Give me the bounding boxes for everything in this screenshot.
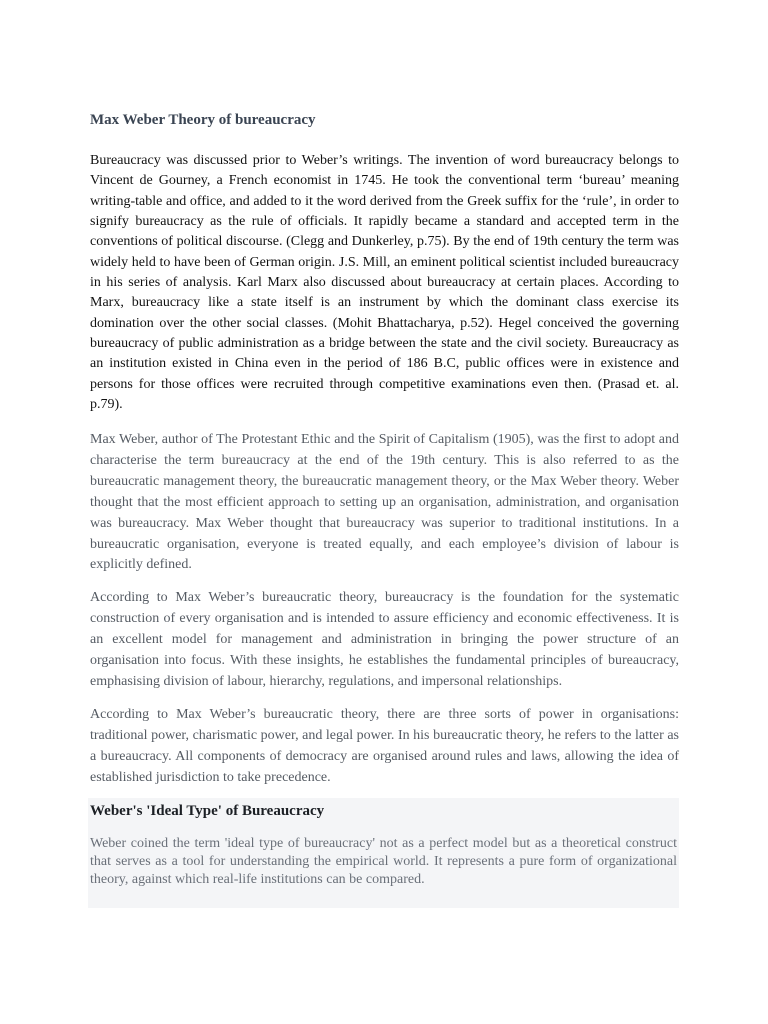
paragraph-foundation: According to Max Weber’s bureaucratic theory, bureaucracy is the foundation for the systematic construction of every organisation and is intended to assure efficiency and economic effectiveness. It is an excellent model for management and administration in bringing the power structure of an organisation into focus. With these insights, he establishes the fundamental principles of bureaucracy, emphasising division of labour, hierarchy, regulations, and impersonal relationships. [90,590,679,689]
paragraph-weber-intro: Max Weber, author of The Protestant Ethic and the Spirit of Capitalism (1905), was the first to adopt and characterise the term bureaucracy at the end of the 19th century. This is also referred to as the bureaucratic management theory, the bureaucratic management theory, or the Max Weber theory. Weber thought that the most efficient approach to setting up an organisation, administration, and organisation was bureaucracy. Max Weber thought that bureaucracy was superior to traditional institutions. In a bureaucratic organisation, everyone is treated equally, and each employee’s division of labour is explicitly defined. [90,432,679,573]
paragraph-power-types: According to Max Weber’s bureaucratic theory, there are three sorts of power in organisations: traditional power, charismatic power, and legal power. In his bureaucratic theory, he refers to the latter as a bureaucracy. All components of democracy are organised around rules and laws, allowing the idea of established jurisdiction to take precedence. [90,707,679,785]
paragraph-history: Bureaucracy was discussed prior to Weber’s writings. The invention of word bureaucracy belongs to Vincent de Gourney, a French economist in 1745. He took the conventional term ‘bureau’ meaning writing-table and office, and added to it the word derived from the Greek suffix for the ‘rule’, in order to signify bureaucracy as the rule of officials. It rapidly became a standard and accepted term in the conventions of political discourse. (Clegg and Dunkerley, p.75). By the end of 19th century the term was widely held to have been of German origin. J.S. Mill, an eminent political scientist included bureaucracy in his series of analysis. Karl Marx also discussed about bureaucracy at certain places. According to Marx, bureaucracy like a state itself is an instrument by which the dominant class exercise its domination over the other social classes. (Mohit Bhattacharya, p.52). Hegel conceived the governing bureaucracy of public administration as a bridge between the state and the civil society. Bureaucracy as an institution existed in China even in the period of 186 B.C, public offices were in existence and persons for those offices were recruited through competitive examinations even then. (Prasad et. al. p.79). [90,153,679,413]
ideal-type-heading: Weber's 'Ideal Type' of Bureaucracy [90,803,325,819]
document-title: Max Weber Theory of bureaucracy [90,112,316,128]
ideal-type-section [88,798,679,908]
ideal-type-text: Weber coined the term 'ideal type of bureaucracy' not as a perfect model but as a theoretical construct that serves as a tool for understanding the empirical world. It represents a pure form of organizational theory, against which real-life institutions can be compared. [90,836,677,888]
